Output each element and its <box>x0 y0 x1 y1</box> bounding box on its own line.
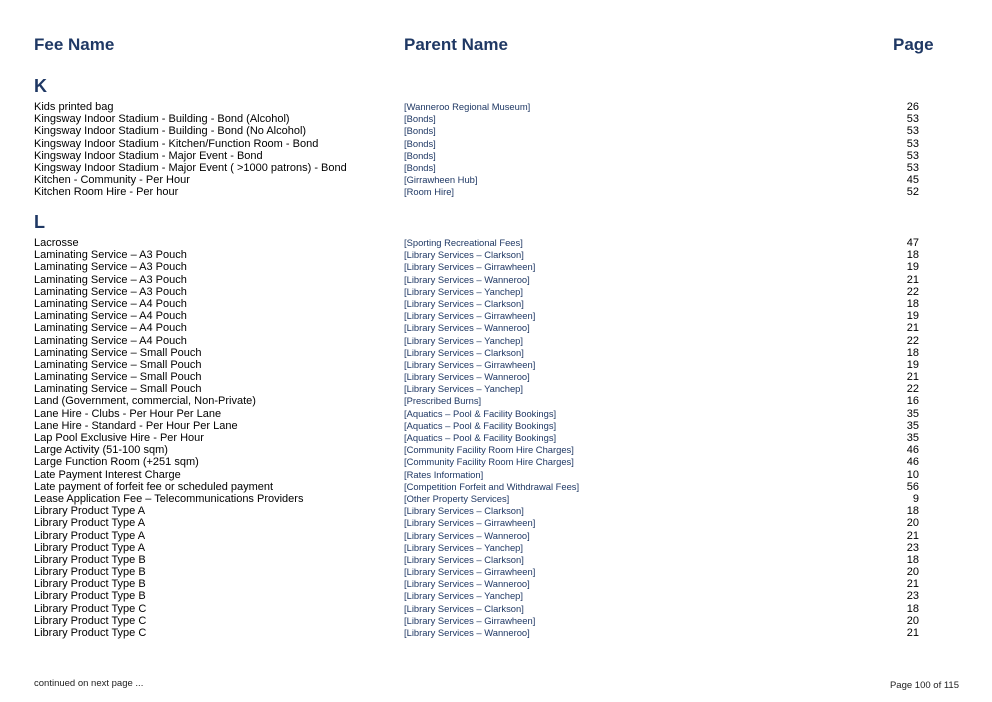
fee-row <box>34 493 934 505</box>
parent-name-link: [Bonds] <box>404 149 436 161</box>
page-number-cell: 10 <box>906 468 919 481</box>
page-number-cell: 22 <box>906 285 919 298</box>
fee-name: Kingsway Indoor Stadium - Building - Bond (Alcohol) <box>34 113 290 126</box>
fee-name: Land (Government, commercial, Non-Private) <box>34 395 256 408</box>
fee-row <box>34 322 934 334</box>
fee-row <box>34 162 934 174</box>
fee-row <box>34 481 934 493</box>
fee-row <box>34 517 934 529</box>
parent-name-link: [Library Services – Yanchep] <box>404 383 523 395</box>
page-header: Page <box>893 35 934 54</box>
fee-name: Laminating Service – A4 Pouch <box>34 322 187 335</box>
parent-name-link: [Library Services – Wanneroo] <box>404 322 530 334</box>
fee-name: Lacrosse <box>34 237 79 249</box>
fee-name: Lane Hire - Clubs - Per Hour Per Lane <box>34 407 222 420</box>
parent-name-link: [Community Facility Room Hire Charges] <box>404 444 574 456</box>
fee-row <box>34 174 934 186</box>
page-number-cell: 21 <box>906 529 919 542</box>
page-number-cell: 35 <box>906 419 919 432</box>
fee-name: Laminating Service – Small Pouch <box>34 383 202 396</box>
fee-row <box>34 408 934 420</box>
fee-row <box>34 420 934 432</box>
page-number-cell: 18 <box>906 553 919 566</box>
fee-name: Library Product Type B <box>34 553 146 566</box>
fee-row <box>34 150 934 162</box>
fee-row <box>34 138 934 150</box>
page-number-cell: 46 <box>906 456 919 469</box>
parent-name-header: Parent Name <box>404 35 508 54</box>
fee-row <box>34 261 934 273</box>
parent-name-link: [Girrawheen Hub] <box>404 174 478 186</box>
fee-row <box>34 530 934 542</box>
fee-name: Library Product Type C <box>34 614 147 627</box>
fee-name: Large Function Room (+251 sqm) <box>34 456 199 469</box>
fee-row <box>34 395 934 407</box>
page-number-cell: 21 <box>906 371 919 384</box>
fee-name: Library Product Type B <box>34 566 146 579</box>
fee-name: Kids printed bag <box>34 101 114 113</box>
page-number-cell: 35 <box>906 407 919 420</box>
fee-row <box>34 444 934 456</box>
page-number-cell: 26 <box>906 101 919 113</box>
page-number-cell: 53 <box>906 113 919 126</box>
fee-name: Kingsway Indoor Stadium - Major Event ( >1000 patrons) - Bond <box>34 161 347 174</box>
fee-name: Laminating Service – A4 Pouch <box>34 310 187 323</box>
parent-name-link: [Library Services – Yanchep] <box>404 590 523 602</box>
fee-row <box>34 249 934 261</box>
parent-name-link: [Aquatics – Pool & Facility Bookings] <box>404 407 557 419</box>
fee-name: Laminating Service – A3 Pouch <box>34 285 187 298</box>
page-number-cell: 18 <box>906 249 919 262</box>
fee-row <box>34 359 934 371</box>
fee-row <box>34 590 934 602</box>
fee-name: Library Product Type A <box>34 517 146 530</box>
page-number-cell: 53 <box>906 149 919 162</box>
fee-name: Library Product Type A <box>34 505 146 518</box>
fee-name-header: Fee Name <box>34 35 115 54</box>
section-l <box>34 212 934 639</box>
fee-name: Laminating Service – A4 Pouch <box>34 297 187 310</box>
fee-name: Kingsway Indoor Stadium - Kitchen/Function Room - Bond <box>34 137 319 150</box>
fee-name: Kitchen Room Hire - Per hour <box>34 186 179 199</box>
fee-row <box>34 237 934 249</box>
fee-row <box>34 542 934 554</box>
page-number-cell: 22 <box>906 334 919 347</box>
fee-row <box>34 347 934 359</box>
parent-name-link: [Library Services – Clarkson] <box>404 553 524 565</box>
section-rows <box>34 101 934 199</box>
page-number-cell: 52 <box>906 186 919 199</box>
parent-name-link: [Library Services – Girrawheen] <box>404 310 536 322</box>
fee-name: Laminating Service – A3 Pouch <box>34 273 187 286</box>
page-number-cell: 20 <box>906 566 919 579</box>
fee-row <box>34 554 934 566</box>
page-number-cell: 18 <box>906 505 919 518</box>
parent-name-link: [Library Services – Yanchep] <box>404 334 523 346</box>
page-number-cell: 20 <box>906 614 919 627</box>
parent-name-link: [Library Services – Wanneroo] <box>404 371 530 383</box>
page-number-cell: 18 <box>906 297 919 310</box>
continued-note: continued on next page ... <box>34 678 144 689</box>
page-number-cell: 21 <box>906 578 919 591</box>
parent-name-link: [Room Hire] <box>404 186 455 198</box>
parent-name-link: [Prescribed Burns] <box>404 395 482 407</box>
parent-name-link: [Other Property Services] <box>404 492 510 504</box>
parent-name-link: [Community Facility Room Hire Charges] <box>404 456 574 468</box>
fee-name: Library Product Type C <box>34 602 147 615</box>
fee-name: Laminating Service – Small Pouch <box>34 371 202 384</box>
parent-name-link: [Library Services – Girrawheen] <box>404 614 536 626</box>
parent-name-link: [Aquatics – Pool & Facility Bookings] <box>404 432 557 443</box>
parent-name-link: [Sporting Recreational Fees] <box>404 237 523 248</box>
parent-name-link: [Bonds] <box>404 161 436 173</box>
parent-name-link: [Library Services – Girrawheen] <box>404 261 536 273</box>
section-rows <box>34 237 934 639</box>
fee-name: Large Activity (51-100 sqm) <box>34 444 168 457</box>
fee-name: Lap Pool Exclusive Hire - Per Hour <box>34 432 204 444</box>
page-number-cell: 21 <box>906 627 919 639</box>
page-number-cell: 21 <box>906 273 919 286</box>
section-letter: L <box>34 212 45 232</box>
parent-name-link: [Bonds] <box>404 137 436 149</box>
parent-name-link: [Library Services – Clarkson] <box>404 602 524 614</box>
fee-name: Kingsway Indoor Stadium - Major Event - Bond <box>34 149 263 162</box>
parent-name-link: [Library Services – Wanneroo] <box>404 529 530 541</box>
fee-name: Library Product Type A <box>34 529 146 542</box>
fee-row <box>34 469 934 481</box>
fee-row <box>34 578 934 590</box>
fee-name: Late payment of forfeit fee or scheduled payment <box>34 480 274 493</box>
fee-name: Laminating Service – A3 Pouch <box>34 249 187 262</box>
fee-row <box>34 371 934 383</box>
page-number-cell: 16 <box>906 395 919 408</box>
page-number-cell: 20 <box>906 517 919 530</box>
page-number-cell: 45 <box>906 174 919 187</box>
fee-row <box>34 113 934 125</box>
parent-name-link: [Library Services – Girrawheen] <box>404 358 536 370</box>
page-number-cell: 23 <box>906 541 919 554</box>
parent-name-link: [Library Services – Clarkson] <box>404 249 524 261</box>
parent-name-link: [Library Services – Girrawheen] <box>404 517 536 529</box>
page-number-cell: 56 <box>906 480 919 493</box>
parent-name-link: [Library Services – Girrawheen] <box>404 566 536 578</box>
fee-row <box>34 101 934 113</box>
page-number-cell: 47 <box>906 237 919 249</box>
page-number-cell: 23 <box>906 590 919 603</box>
fee-row <box>34 310 934 322</box>
page-number-cell: 46 <box>906 444 919 457</box>
section-k <box>34 76 934 199</box>
fee-name: Laminating Service – A4 Pouch <box>34 334 187 347</box>
fee-name: Laminating Service – Small Pouch <box>34 358 202 371</box>
section-letter: K <box>34 76 47 96</box>
fee-row <box>34 383 934 395</box>
fee-row <box>34 456 934 468</box>
fee-row <box>34 627 934 639</box>
fee-name: Library Product Type C <box>34 627 147 639</box>
page-number-cell: 9 <box>912 492 919 505</box>
fee-name: Library Product Type B <box>34 590 146 603</box>
page-number-cell: 21 <box>906 322 919 335</box>
fee-row <box>34 125 934 137</box>
fee-name: Library Product Type A <box>34 541 146 554</box>
fee-row <box>34 298 934 310</box>
fee-row <box>34 603 934 615</box>
page-number-cell: 22 <box>906 383 919 396</box>
fee-name: Laminating Service – Small Pouch <box>34 346 202 359</box>
parent-name-link: [Bonds] <box>404 125 436 137</box>
fee-name: Kitchen - Community - Per Hour <box>34 174 190 187</box>
page-number-cell: 18 <box>906 602 919 615</box>
fee-name: Library Product Type B <box>34 578 146 591</box>
parent-name-link: [Aquatics – Pool & Facility Bookings] <box>404 419 557 431</box>
parent-name-link: [Wanneroo Regional Museum] <box>404 101 531 112</box>
parent-name-link: [Library Services – Clarkson] <box>404 505 524 517</box>
page-number-cell: 18 <box>906 346 919 359</box>
page-number-cell: 19 <box>906 261 919 274</box>
fee-row <box>34 186 934 198</box>
parent-name-link: [Competition Forfeit and Withdrawal Fees] <box>404 480 580 492</box>
parent-name-link: [Rates Information] <box>404 468 484 480</box>
parent-name-link: [Library Services – Yanchep] <box>404 541 523 553</box>
fee-name: Late Payment Interest Charge <box>34 468 181 481</box>
parent-name-link: [Library Services – Clarkson] <box>404 346 524 358</box>
page-number-cell: 19 <box>906 358 919 371</box>
parent-name-link: [Library Services – Clarkson] <box>404 297 524 309</box>
fee-row <box>34 432 934 444</box>
parent-name-link: [Library Services – Wanneroo] <box>404 578 530 590</box>
fee-row <box>34 335 934 347</box>
parent-name-link: [Library Services – Yanchep] <box>404 285 523 297</box>
fee-name: Kingsway Indoor Stadium - Building - Bond (No Alcohol) <box>34 125 307 138</box>
page-number: Page 100 of 115 <box>889 680 959 691</box>
fee-row <box>34 505 934 517</box>
fee-name: Lane Hire - Standard - Per Hour Per Lane <box>34 419 238 432</box>
page-number-cell: 19 <box>906 310 919 323</box>
page-number-cell: 53 <box>906 125 919 138</box>
fee-name: Lease Application Fee – Telecommunications Providers <box>34 492 304 505</box>
page-number-cell: 53 <box>906 137 919 150</box>
parent-name-link: [Bonds] <box>404 113 436 125</box>
fee-row <box>34 274 934 286</box>
page-number-cell: 35 <box>906 432 919 444</box>
parent-name-link: [Library Services – Wanneroo] <box>404 273 530 285</box>
fee-name: Laminating Service – A3 Pouch <box>34 261 187 274</box>
fee-row <box>34 615 934 627</box>
parent-name-link: [Library Services – Wanneroo] <box>404 627 530 638</box>
fee-row <box>34 286 934 298</box>
fee-row <box>34 566 934 578</box>
page-number-cell: 53 <box>906 161 919 174</box>
